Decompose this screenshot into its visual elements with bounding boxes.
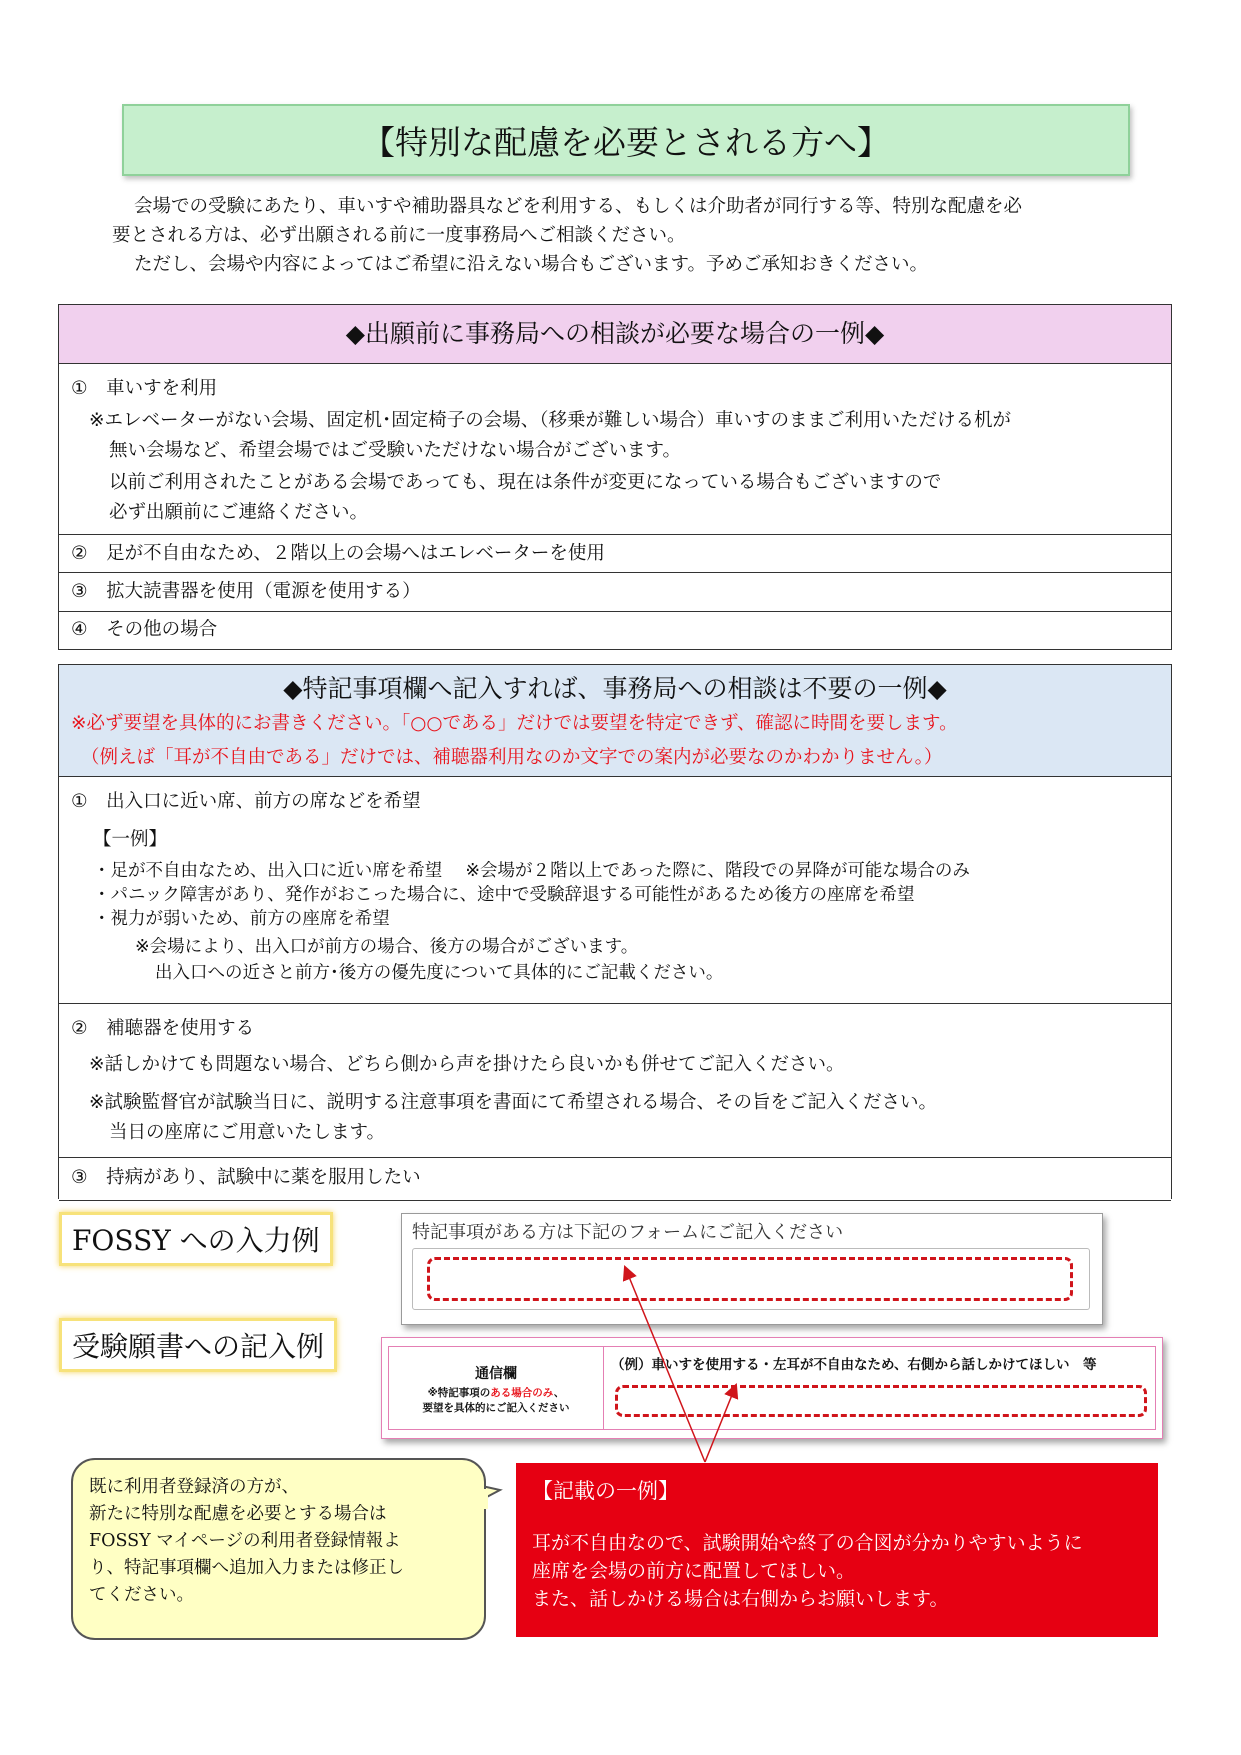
section1-item1-label: ① 車いすを利用 [71, 378, 218, 399]
registered-user-note [71, 1458, 486, 1640]
section2-warning-1: ※必ず要望を具体的にお書きください。「○○である」だけでは要望を特定できず、確認に時間を要します。 [71, 713, 958, 734]
section1-heading: ◆出願前に事務局への相談が必要な場合の一例◆ [59, 305, 1171, 364]
section1-item1-note2: 無い会場など、希望会場ではご受験いただけない場合がございます。 [109, 440, 682, 461]
section1-item1-note3: 以前ご利用されたことがある会場であっても、現在は条件が変更になっている場合もございますので [109, 472, 942, 493]
bubble-line-5: てください。 [89, 1585, 194, 1605]
bubble-line-3: FOSSY マイページの利用者登録情報よ [89, 1531, 401, 1551]
section2-item2-note2: ※試験監督官が試験当日に、説明する注意事項を書面にて希望される場合、その旨をご記入ください。 [89, 1092, 938, 1113]
sample-entry-box [516, 1463, 1158, 1637]
bubble-line-4: り、特記事項欄へ追加入力または修正し [89, 1558, 404, 1578]
bubble-tail-joint [478, 1489, 488, 1509]
section2-heading: ◆特記事項欄へ記入すれば、事務局への相談は不要の一例◆ [283, 674, 947, 703]
fossy-example-tag: FOSSY への入力例 [59, 1212, 333, 1266]
intro-line-3: ただし、会場や内容によってはご希望に沿えない場合もございます。予めご承知おきください。 [134, 254, 929, 275]
fossy-form-label: 特記事項がある方は下記のフォームにご記入ください [412, 1222, 844, 1243]
intro-line-2: 要とされる方は、必ず出願される前に一度事務局へご相談ください。 [112, 225, 686, 246]
section2-item2-label: ② 補聴器を使用する [71, 1018, 255, 1039]
section2-item2-note3: 当日の座席にご用意いたします。 [109, 1122, 386, 1143]
section1-item1-note1: ※エレベーターがない会場、固定机･固定椅子の会場、（移乗が難しい場合）車いすのままご利用いただける机が [89, 410, 1012, 431]
application-example-text: （例）車いすを使用する・左耳が不自由なため、右側から話しかけてほしい 等 [611, 1357, 1097, 1373]
application-field-note-post: 、 [553, 1387, 565, 1399]
application-field-note-red: ある場合のみ [490, 1387, 554, 1399]
application-field-note-2: 要望を具体的にご記入ください [422, 1402, 570, 1414]
arrow-to-application [705, 1390, 734, 1462]
application-field-note-pre: ※特記事項の [427, 1387, 491, 1399]
sample-line-1: 耳が不自由なので、試験開始や終了の合図が分かりやすいように [532, 1532, 1083, 1554]
example-line-3: ・視力が弱いため、前方の座席を希望 [93, 909, 390, 929]
page-title: 【特別な配慮を必要とされる方へ】 [122, 104, 1130, 176]
example-line-2: ・パニック障害があり、発作がおこった場合に、途中で受験辞退する可能性があるため後方の座席を希望 [93, 885, 915, 905]
application-field-title: 通信欄 [475, 1366, 517, 1382]
example-line-1: ・足が不自由なため、出入口に近い席を希望 ※会場が２階以上であった際に、階段での昇降が可能な場合のみ [93, 861, 970, 881]
example-note-1: ※会場により、出入口が前方の場合、後方の場合がございます。 [135, 937, 639, 957]
section1-item1-note4: 必ず出願前にご連絡ください。 [109, 502, 369, 523]
section1-item-4: ④ その他の場合 [59, 611, 1171, 648]
section2-item-3: ③ 持病があり、試験中に薬を服用したい [59, 1157, 1171, 1201]
section2-warning-2: （例えば「耳が不自由である」だけでは、補聴器利用なのか文字での案内が必要なのかわかりません。） [81, 747, 943, 768]
bubble-line-2: 新たに特別な配慮を必要とする場合は [89, 1504, 387, 1524]
section1-item-3: ③ 拡大読書器を使用（電源を使用する） [59, 572, 1171, 611]
section2-item2-note1: ※話しかけても問題ない場合、どちら側から声を掛けたら良いかも併せてご記入ください。 [89, 1054, 845, 1075]
intro-line-1: 会場での受験にあたり、車いすや補助器具などを利用する、もしくは介助者が同行する等、特別な配慮を必 [134, 196, 1023, 217]
section2-item1-label: ① 出入口に近い席、前方の席などを希望 [71, 791, 421, 812]
section1-item-2: ② 足が不自由なため、２階以上の会場へはエレベーターを使用 [59, 534, 1171, 572]
sample-line-3: また、話しかける場合は右側からお願いします。 [532, 1588, 949, 1610]
application-example-tag: 受験願書への記入例 [59, 1318, 337, 1372]
bubble-line-1: 既に利用者登録済の方が、 [89, 1477, 299, 1497]
sample-heading: 【記載の一例】 [532, 1479, 679, 1503]
example-heading: 【一例】 [93, 829, 168, 850]
arrow-to-fossy [627, 1272, 705, 1462]
sample-line-2: 座席を会場の前方に配置してほしい。 [532, 1560, 856, 1582]
example-note-2: 出入口への近さと前方･後方の優先度について具体的にご記載ください。 [155, 963, 724, 983]
